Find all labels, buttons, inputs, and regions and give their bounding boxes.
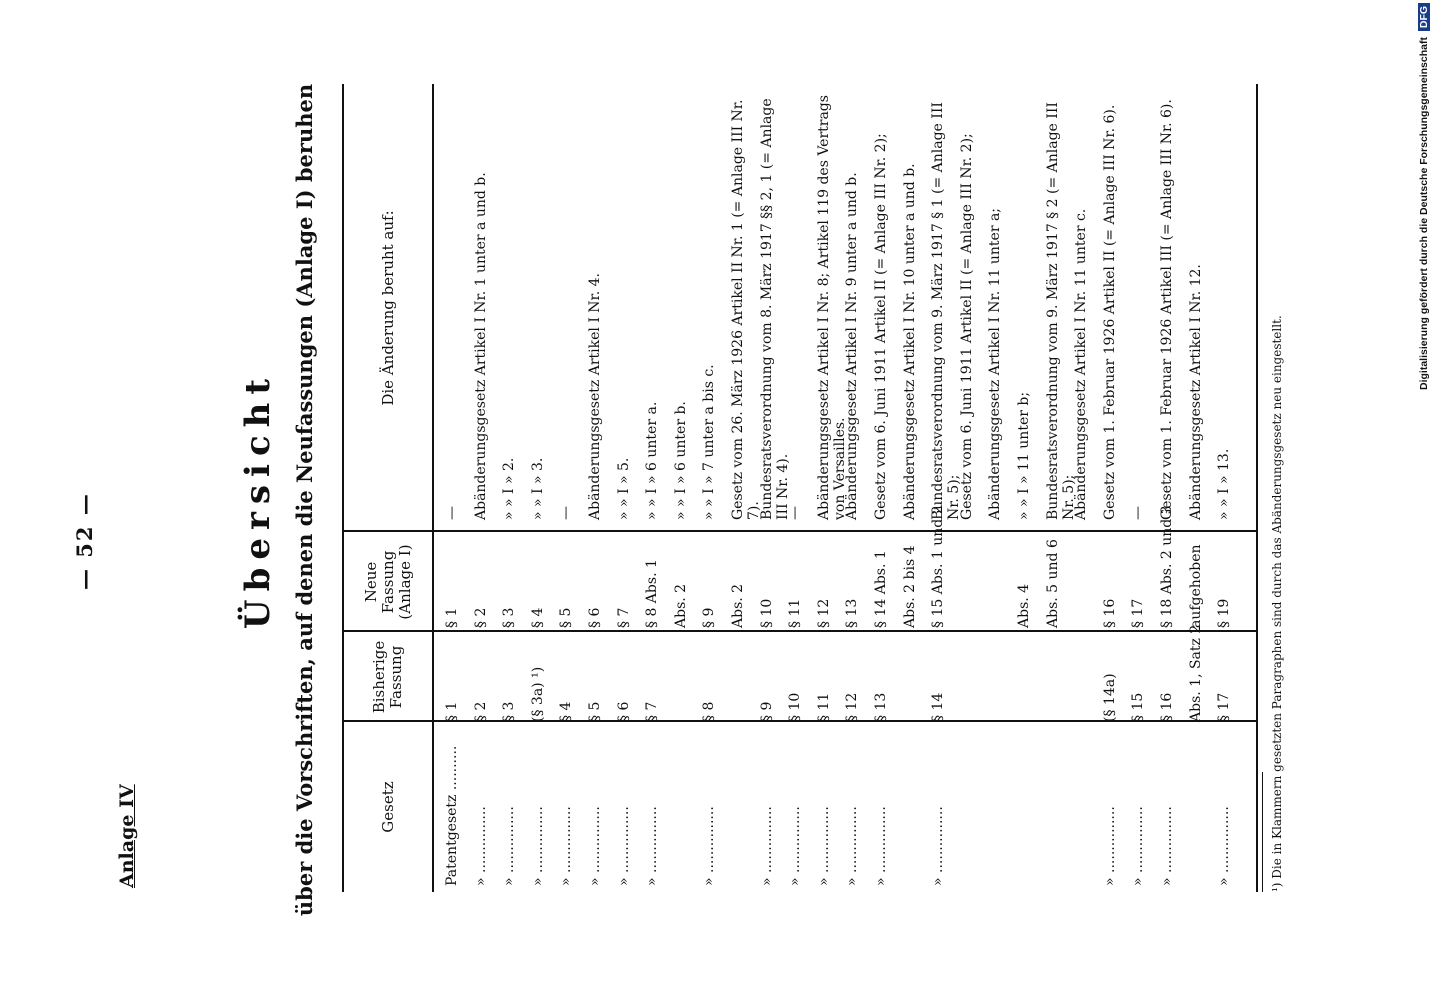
cell-neue-fassung: § 13 bbox=[844, 598, 861, 628]
cell-aenderung: Abänderungsgesetz Artikel I Nr. 8; Artikel 119 des Vertrags von Versailles. bbox=[815, 95, 848, 520]
cell-neue-fassung: § 17 bbox=[1130, 598, 1147, 628]
cell-aenderung: » » I » 7 unter a bis c. bbox=[701, 364, 718, 520]
cell-gesetz: » ............... bbox=[587, 806, 603, 886]
cell-neue-fassung: § 1 bbox=[444, 607, 460, 628]
anlage-label: Anlage IV bbox=[116, 784, 138, 888]
cell-aenderung: Abänderungsgesetz Artikel I Nr. 1 unter a und b. bbox=[472, 172, 489, 520]
cell-neue-fassung: § 10 bbox=[758, 598, 775, 628]
cell-gesetz: » ............... bbox=[501, 806, 518, 886]
cell-neue-fassung: § 11 bbox=[787, 598, 804, 628]
overview-table bbox=[342, 84, 1258, 892]
cell-aenderung: Gesetz vom 1. Februar 1926 Artikel II (= Anlage III Nr. 6). bbox=[1101, 104, 1118, 520]
cell-aenderung: — bbox=[1130, 506, 1147, 520]
cell-gesetz: » ............... bbox=[472, 806, 489, 886]
cell-gesetz: Patentgesetz .......... bbox=[444, 745, 460, 886]
cell-bisherige-fassung: § 17 bbox=[1216, 692, 1233, 722]
cell-aenderung: » » I » 11 unter b; bbox=[1016, 391, 1032, 520]
cell-neue-fassung: § 18 Abs. 2 und 3 bbox=[1159, 505, 1175, 628]
cell-bisherige-fassung: § 2 bbox=[472, 701, 489, 722]
cell-neue-fassung: § 16 bbox=[1101, 598, 1118, 628]
cell-gesetz: » ............... bbox=[529, 806, 546, 886]
cell-aenderung: — bbox=[787, 506, 804, 520]
cell-neue-fassung: § 12 bbox=[815, 598, 832, 628]
cell-aenderung: — bbox=[444, 506, 460, 520]
cell-neue-fassung: § 7 bbox=[615, 607, 632, 628]
dfg-credit bbox=[1418, 5, 1430, 390]
header-aenderung: Die Änderung beruht auf: bbox=[378, 210, 397, 406]
cell-bisherige-fassung: § 6 bbox=[615, 701, 632, 722]
cell-neue-fassung: § 4 bbox=[529, 607, 546, 628]
cell-bisherige-fassung: § 4 bbox=[558, 701, 575, 722]
cell-bisherige-fassung: (§ 14a) bbox=[1101, 673, 1118, 722]
cell-aenderung: Gesetz vom 26. März 1926 Artikel II Nr. 1 (= Anlage III Nr. 7). bbox=[730, 99, 762, 520]
cell-bisherige-fassung: § 3 bbox=[501, 701, 518, 722]
cell-bisherige-fassung: § 9 bbox=[758, 701, 775, 722]
cell-neue-fassung: aufgehoben bbox=[1187, 544, 1204, 628]
cell-bisherige-fassung: § 1 bbox=[444, 701, 460, 722]
cell-aenderung: Abänderungsgesetz Artikel I Nr. 11 unter c. bbox=[1073, 208, 1090, 520]
cell-neue-fassung: § 14 Abs. 1 bbox=[873, 550, 889, 628]
cell-neue-fassung: Abs. 5 und 6 bbox=[1044, 539, 1061, 628]
cell-aenderung: Abänderungsgesetz Artikel I Nr. 4. bbox=[587, 273, 603, 520]
cell-bisherige-fassung: Abs. 1, Satz 2 bbox=[1187, 624, 1204, 722]
cell-bisherige-fassung: § 7 bbox=[644, 701, 661, 722]
cell-gesetz: » ............... bbox=[615, 806, 632, 886]
col-divider bbox=[344, 530, 1256, 532]
table-header bbox=[344, 84, 434, 892]
cell-gesetz: » ............... bbox=[1216, 806, 1233, 886]
cell-neue-fassung: Abs. 2 bbox=[730, 583, 746, 628]
col-divider bbox=[344, 630, 1256, 632]
page-title: Übersicht bbox=[238, 370, 278, 630]
cell-bisherige-fassung: § 10 bbox=[787, 692, 804, 722]
cell-aenderung: Bundesratsverordnung vom 8. März 1917 §§ 2, 1 (= Anlage III Nr. 4). bbox=[758, 98, 791, 520]
cell-gesetz: » ............... bbox=[1101, 806, 1118, 886]
cell-neue-fassung: Abs. 2 bis 4 bbox=[901, 545, 918, 628]
cell-gesetz: » ............... bbox=[873, 806, 889, 886]
cell-gesetz: » ............... bbox=[644, 806, 661, 886]
cell-neue-fassung: § 9 bbox=[701, 607, 718, 628]
cell-gesetz: » ............... bbox=[787, 806, 804, 886]
cell-gesetz: » ............... bbox=[815, 806, 832, 886]
cell-neue-fassung: § 5 bbox=[558, 607, 575, 628]
cell-neue-fassung: § 6 bbox=[587, 607, 603, 628]
cell-neue-fassung: § 19 bbox=[1216, 598, 1233, 628]
cell-aenderung: » » I » 6 unter b. bbox=[672, 401, 689, 520]
cell-aenderung: Abänderungsgesetz Artikel I Nr. 10 unter a und b. bbox=[901, 163, 918, 520]
dfg-logo-icon: DFG bbox=[1418, 3, 1430, 31]
cell-gesetz: » ............... bbox=[930, 806, 947, 886]
header-bisherige-fassung: Bisherige Fassung bbox=[370, 640, 405, 714]
page-subtitle: über die Vorschriften, auf denen die Neufassungen (Anlage I) beruhen bbox=[292, 83, 317, 917]
cell-aenderung: Gesetz vom 6. Juni 1911 Artikel II (= Anlage III Nr. 2); bbox=[958, 133, 975, 520]
cell-neue-fassung: § 3 bbox=[501, 607, 518, 628]
cell-neue-fassung: Abs. 4 bbox=[1016, 583, 1032, 628]
cell-gesetz: » ............... bbox=[1130, 806, 1147, 886]
cell-aenderung: Bundesratsverordnung vom 9. März 1917 § 1 (= Anlage III Nr. 5); bbox=[930, 102, 963, 520]
header-neue-fassung: Neue Fassung (Anlage I) bbox=[361, 544, 414, 620]
cell-gesetz: » ............... bbox=[844, 806, 861, 886]
cell-aenderung: Bundesratsverordnung vom 9. März 1917 § 2 (= Anlage III Nr. 5); bbox=[1044, 102, 1077, 520]
cell-aenderung: Gesetz vom 1. Februar 1926 Artikel III (= Anlage III Nr. 6). bbox=[1159, 99, 1175, 520]
cell-bisherige-fassung: § 8 bbox=[701, 701, 718, 722]
cell-bisherige-fassung: § 13 bbox=[873, 692, 889, 722]
cell-bisherige-fassung: § 11 bbox=[815, 692, 832, 722]
cell-aenderung: » » I » 5. bbox=[615, 457, 632, 520]
cell-aenderung: » » I » 2. bbox=[501, 457, 518, 520]
cell-bisherige-fassung: § 14 bbox=[930, 692, 947, 722]
cell-aenderung: Abänderungsgesetz Artikel I Nr. 12. bbox=[1187, 264, 1204, 520]
footnote: ¹) Die in Klammern gesetzten Paragraphen sind durch das Abänderungsgesetz neu eingestellt. bbox=[1270, 315, 1284, 892]
cell-gesetz: » ............... bbox=[701, 806, 718, 886]
cell-aenderung: — bbox=[558, 506, 575, 520]
header-gesetz: Gesetz bbox=[378, 781, 397, 833]
page-number: — 52 — bbox=[72, 492, 97, 590]
cell-gesetz: » ............... bbox=[558, 806, 575, 886]
cell-bisherige-fassung: § 15 bbox=[1130, 692, 1147, 722]
cell-neue-fassung: § 15 Abs. 1 und 2 bbox=[930, 505, 947, 628]
cell-aenderung: Abänderungsgesetz Artikel I Nr. 11 unter a; bbox=[987, 207, 1004, 520]
cell-neue-fassung: Abs. 2 bbox=[672, 583, 689, 628]
cell-aenderung: Abänderungsgesetz Artikel I Nr. 9 unter a und b. bbox=[844, 172, 861, 520]
cell-gesetz: » ............... bbox=[1159, 806, 1175, 886]
cell-neue-fassung: § 8 Abs. 1 bbox=[644, 559, 661, 628]
cell-gesetz: » ............... bbox=[758, 806, 775, 886]
cell-bisherige-fassung: (§ 3a) ¹) bbox=[529, 666, 546, 722]
cell-bisherige-fassung: § 12 bbox=[844, 692, 861, 722]
footnote-rule bbox=[1262, 772, 1263, 892]
dfg-text: Digitalisierung gefördert durch die Deutsche Forschungsgemeinschaft bbox=[1418, 37, 1430, 390]
cell-aenderung: » » I » 3. bbox=[529, 457, 546, 520]
cell-aenderung: » » I » 6 unter a. bbox=[644, 401, 661, 520]
cell-bisherige-fassung: § 5 bbox=[587, 701, 603, 722]
cell-aenderung: Gesetz vom 6. Juni 1911 Artikel II (= Anlage III Nr. 2); bbox=[873, 133, 889, 520]
cell-aenderung: » » I » 13. bbox=[1216, 448, 1233, 520]
cell-bisherige-fassung: § 16 bbox=[1159, 692, 1175, 722]
cell-neue-fassung: § 2 bbox=[472, 607, 489, 628]
